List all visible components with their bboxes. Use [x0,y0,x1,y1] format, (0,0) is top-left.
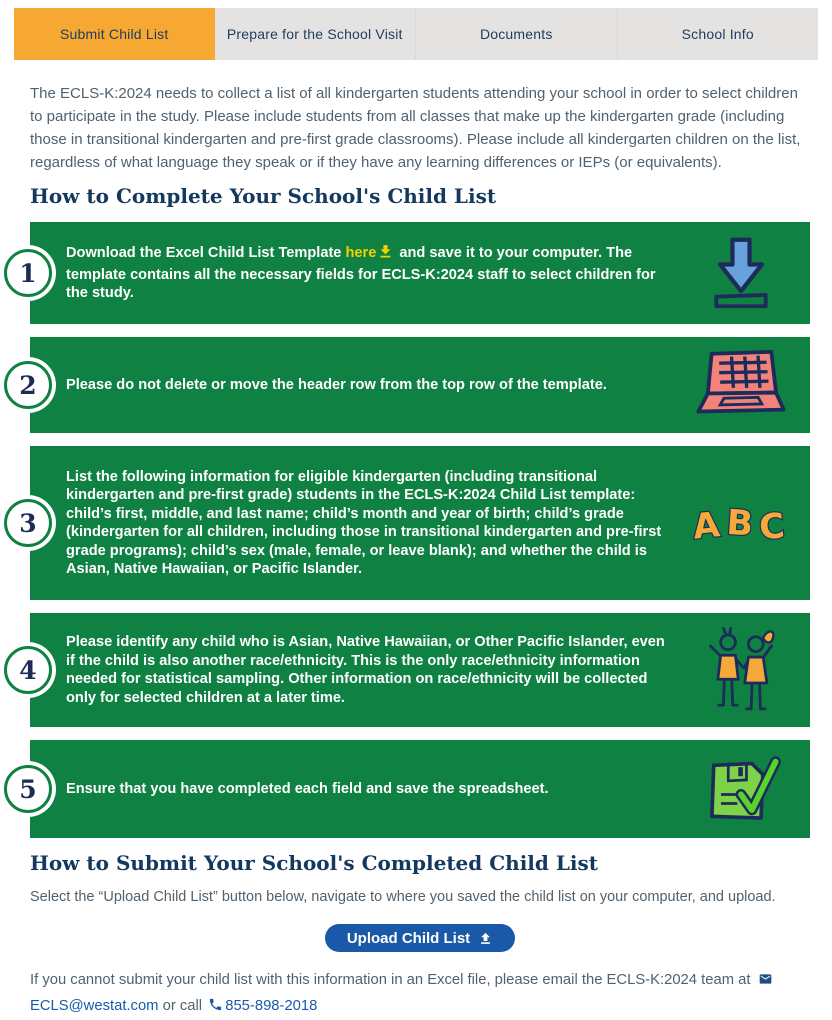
step-3-number-badge: 3 [4,499,52,547]
floppy-save-icon [682,752,800,826]
upload-instruction: Select the “Upload Child List” button below, navigate to where you saved the child list on your computer, and upload. [30,889,776,905]
upload-button-row [30,924,810,952]
step-5-number-badge: 5 [4,765,52,813]
step-5-text: Ensure that you have completed each field and save the spreadsheet. [66,780,549,797]
step-5 [19,740,814,838]
svg-text:C: C [757,506,787,549]
svg-text:B: B [725,502,755,545]
step-2-text: Please do not delete or move the header row from the top row of the template. [66,376,607,393]
intro-paragraph: The ECLS-K:2024 needs to collect a list of all kindergarten students attending your school in order to select children to participate in the study. Please include students from all classes that make up the kindergarten grade (including those in transitional kindergarten and pre-first grade classrooms). Please include all kindergarten children on the list, regardless of what language they speak or if they have any learning differences or IEPs (or equivalents). [30,85,801,171]
step-4 [19,613,814,727]
download-icon [682,234,800,312]
tab-bar [14,8,818,60]
step-5-box [30,740,810,838]
tab-prepare-school-visit[interactable]: Prepare for the School Visit [215,8,416,60]
step-3-text: List the following information for eligible kindergarten (including transitional kindergarten and pre-first grade) students in the ECLS-K:2024 Child List template: child’s first, middle, and last name; child’s month and year of birth; child’s grade (kindergarten for all children, including those in transitional kindergarten and pre-first grade programs); child’s sex (male, female, or leave blank); and whether the child is Asian, Native Hawaiian, or Pacific Islander. [66,468,662,577]
step-1-number-badge: 1 [4,249,52,297]
svg-text:A: A [690,505,722,548]
step-1-text-before: Download the Excel Child List Template [66,245,346,262]
laptop-grid-icon [682,349,800,421]
step-3-box [30,446,810,600]
steps-list [19,222,814,838]
step-4-number-badge: 4 [4,646,52,694]
step-4-text: Please identify any child who is Asian, Native Hawaiian, or Other Pacific Islander, even if the child is also another race/ethnicity. This is the only race/ethnicity information needed for statistical sampling. Other information on race/ethnicity will be collected only for selected children at a later time. [66,634,665,706]
template-here-link[interactable]: here [345,245,377,262]
email-link[interactable]: ECLS@westat.com [30,998,159,1014]
main-content [0,82,832,1020]
step-1-text-after: and save it to your computer. The template contains all the necessary fields for ECLS-K:2024 staff to select children for the study. [66,245,656,302]
contact-text-before-email: If you cannot submit your child list with this information in an Excel file, please email the ECLS-K:2024 team at [30,972,755,988]
tab-submit-child-list[interactable]: Submit Child List [14,8,215,60]
step-1-box [30,222,810,324]
download-inline-icon[interactable] [377,243,394,266]
phone-link[interactable]: 855-898-2018 [225,998,318,1014]
upload-child-list-button[interactable] [325,924,515,952]
complete-section-heading: How to Complete Your School's Child List [30,184,497,208]
phone-icon[interactable] [208,996,223,1020]
step-2-number-badge: 2 [4,361,52,409]
contact-note [30,968,814,1020]
step-4-box [30,613,810,727]
tab-school-info[interactable]: School Info [617,8,819,60]
children-icon [682,625,800,715]
step-3 [19,446,814,600]
upload-icon [478,931,493,946]
upload-button-label: Upload Child List [346,929,471,947]
step-1-text [66,243,682,303]
submit-section-heading: How to Submit Your School's Completed Child List [30,851,598,875]
tab-documents[interactable]: Documents [415,8,617,60]
envelope-icon[interactable] [757,970,774,994]
step-2 [19,337,814,433]
contact-text-between: or call [158,998,207,1014]
abc-letters-icon [682,497,800,549]
step-1 [19,222,814,324]
step-2-box [30,337,810,433]
